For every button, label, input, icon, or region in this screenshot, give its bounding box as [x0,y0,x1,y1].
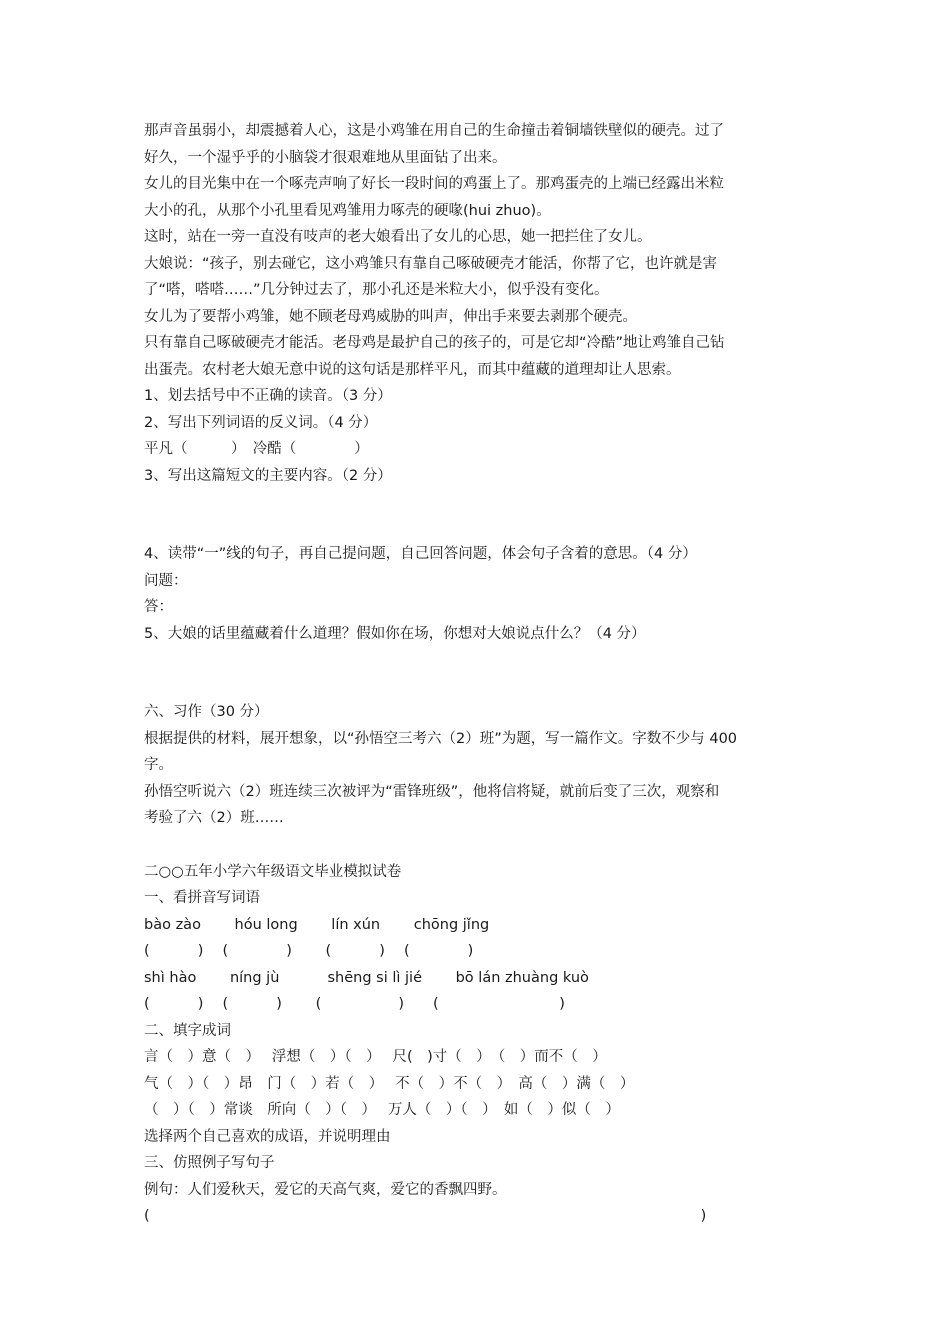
pinyin-row: bào zào hóu long lín xún chōng jǐng [144,916,490,933]
passage-line: 女儿为了要帮小鸡雏，她不顾老母鸡威胁的叫声，伸出手来要去剥那个硬壳。 [144,308,637,325]
exam-title: 二○○五年小学六年级语文毕业模拟试卷 [144,863,402,880]
idiom-row: （ ）（ ）常谈 所向（ ）（ ） 万人（ ）（ ） 如（ ）似（ ） [144,1102,620,1118]
composition-instruction: 根据提供的材料，展开想象，以“孙悟空三考六（2）班”为题，写一篇作文。字数不少与 400 [144,730,738,747]
answer-space [144,489,824,541]
passage-line: 了“嗒，嗒嗒……”几分钟过去了，那小孔还是米粒大小，似乎没有变化。 [144,282,609,298]
question-3: 3、写出这篇短文的主要内容。（2 分） [144,467,392,484]
passage-line: 这时，站在一旁一直没有吱声的老大娘看出了女儿的心思，她一把拦住了女儿。 [144,229,652,245]
pinyin-row: shì hào níng jù shēng si lì jié bō lán zhuàng kuò [144,969,589,986]
reading-questions [144,383,824,699]
passage-line: 只有靠自己啄破硬壳才能活。老母鸡是最护自己的孩子的，可是它却“冷酷”地让鸡雏自己钻 [144,335,725,351]
example-sentence: 例句：人们爱秋天，爱它的天高气爽，爱它的香飘四野。 [144,1181,507,1198]
reading-passage [144,118,824,383]
answer-blank: ( ) [144,1208,707,1224]
section-1-heading: 一、看拼音写词语 [144,890,260,906]
passage-line: 那声音虽弱小，却震撼着人心，这是小鸡雏在用自己的生命撞击着铜墙铁壁似的硬壳。过了 [144,123,724,139]
section-gap [144,832,824,859]
section-2-heading: 二、填字成词 [144,1022,231,1039]
composition-section [144,699,824,832]
question-5: 5、大娘的话里蕴藏着什么道理？假如你在场，你想对大娘说点什么？（4 分） [144,625,646,642]
composition-instruction: 字。 [144,757,173,773]
composition-material: 孙悟空听说六（2）班连续三次被评为“雷锋班级”，他将信将疑，就前后变了三次，观察和 [144,783,720,800]
answer-space [144,647,824,699]
passage-line: 大娘说：“孩子，别去碰它，这小鸡雏只有靠自己啄破硬壳才能活，你帮了它，也许就是害 [144,255,718,272]
idiom-row: 气（ ）（ ）昂 门（ ）若（ ） 不（ ）不（ ） 高（ ）满（ ） [144,1075,635,1092]
blank-row: ( ) ( ) ( ) ( ) [144,943,474,959]
question-2: 2、写出下列词语的反义词。（4 分） [144,414,378,431]
exam-section [144,859,824,1230]
section-3-heading: 三、仿照例子写句子 [144,1155,275,1171]
question-4-answer: 答： [144,599,173,615]
idiom-note: 选择两个自己喜欢的成语，并说明理由 [144,1128,391,1145]
passage-line: 出蛋壳。农村老大娘无意中说的这句话是那样平凡，而其中蕴藏的道理却让人思索。 [144,361,681,378]
composition-material: 考验了六（2）班…… [144,810,284,826]
passage-line: 女儿的目光集中在一个啄壳声响了好长一段时间的鸡蛋上了。那鸡蛋壳的上端已经露出米粒 [144,176,724,192]
passage-line: 大小的孔，从那个小孔里看见鸡雏用力啄壳的硬喙(hui zhuo)。 [144,202,551,219]
question-2-blanks: 平凡（ ） 冷酷（ ） [144,441,369,457]
blank-row: ( ) ( ) ( ) ( ) [144,996,565,1012]
question-4: 4、读带“一”线的句子，再自己提问题，自己回答问题，体会句子含着的意思。（4 分） [144,546,697,562]
document-page [144,118,824,1230]
question-1: 1、划去括号中不正确的读音。（3 分） [144,388,392,404]
idiom-row: 言（ ）意（ ） 浮想（ ）（ ） 尺( )寸（ ） （ ）而不（ ） [144,1049,607,1065]
question-4-prompt: 问题： [144,572,188,589]
composition-heading: 六、习作（30 分） [144,704,269,720]
passage-line: 好久，一个湿乎乎的小脑袋才很艰难地从里面钻了出来。 [144,149,507,166]
